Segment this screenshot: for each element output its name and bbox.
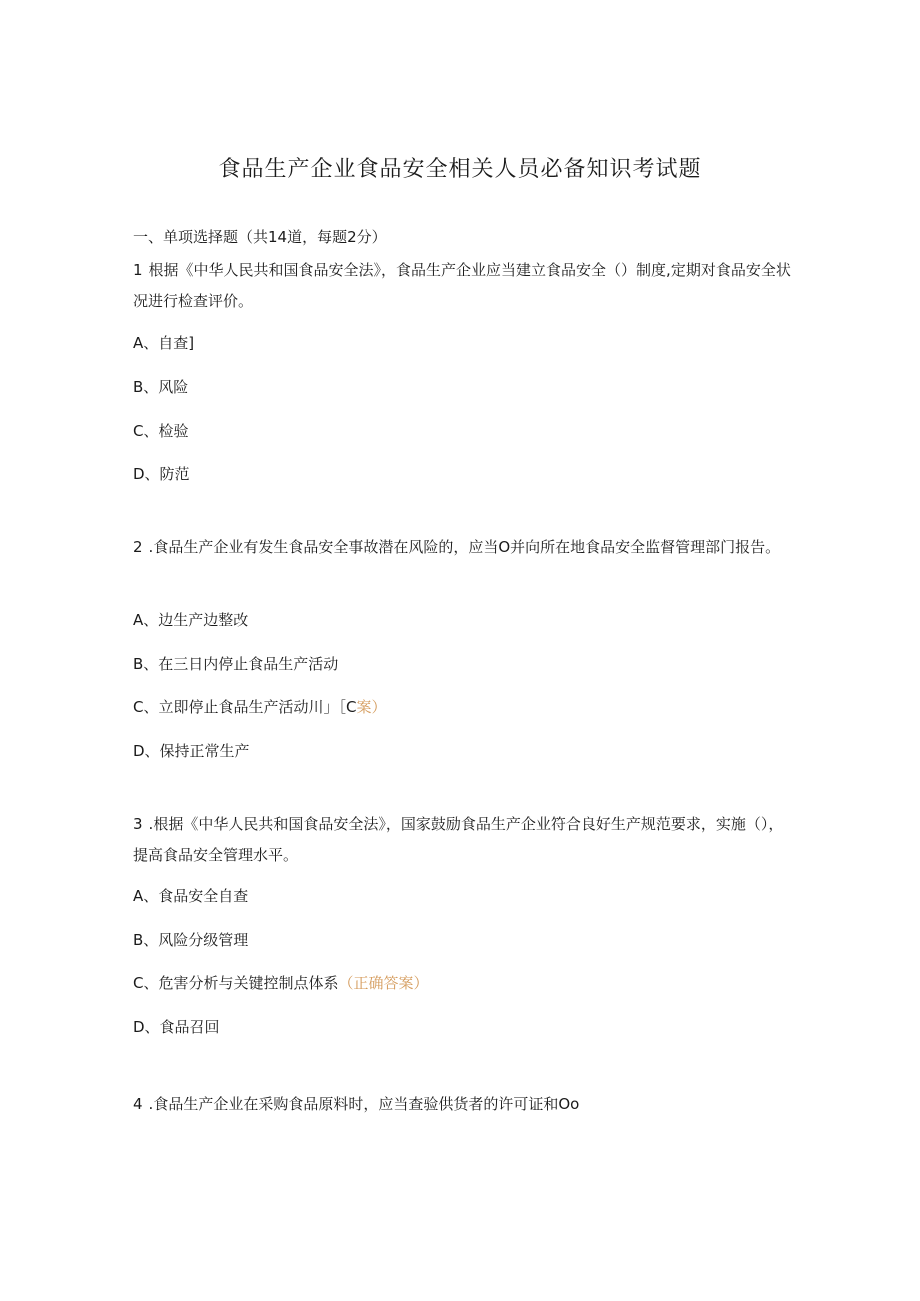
q3-option-b: B、风险分级管理 xyxy=(133,931,249,949)
question-text: .食品生产企业有发生食品安全事故潜在风险的，应当O并向所在地食品安全监督管理部门报告。 xyxy=(148,538,781,556)
q1-option-c: C、检验 xyxy=(133,422,189,440)
answer-mark: （正确答案） xyxy=(338,974,429,992)
q3-option-a: A、食品安全自查 xyxy=(133,887,249,905)
q2-option-d: D、保持正常生产 xyxy=(133,742,250,760)
q2-option-c xyxy=(133,697,386,717)
answer-mark: 案） xyxy=(356,698,387,716)
question-text: 根据《中华人民共和国食品安全法》，食品生产企业应当建立食品安全（）制度,定期对食品安全状况进行检查评价。 xyxy=(133,261,791,310)
q3-option-c xyxy=(133,973,429,993)
question-2 xyxy=(133,532,793,563)
answer-mark-prefix: C xyxy=(345,698,357,716)
section-heading: 一、单项选择题（共14道，每题2分） xyxy=(133,228,387,246)
question-number: 3 xyxy=(133,815,143,833)
question-1 xyxy=(133,255,793,317)
q1-option-d: D、防范 xyxy=(133,465,190,483)
page-title: 食品生产企业食品安全相关人员必备知识考试题 xyxy=(218,157,702,182)
q2-option-b: B、在三日内停止食品生产活动 xyxy=(133,655,339,673)
option-text: C、立即停止食品生产活动川」［ xyxy=(133,698,346,716)
question-number: 4 xyxy=(133,1095,143,1113)
question-number: 2 xyxy=(133,538,143,556)
question-4 xyxy=(133,1089,793,1120)
question-text: .食品生产企业在采购食品原料时，应当查验供货者的许可证和Oo xyxy=(148,1095,580,1113)
q2-option-a: A、边生产边整改 xyxy=(133,611,249,629)
question-number: 1 xyxy=(133,261,143,279)
q3-option-d: D、食品召回 xyxy=(133,1018,220,1036)
q1-option-b: B、风险 xyxy=(133,378,189,396)
question-text: .根据《中华人民共和国食品安全法》，国家鼓励食品生产企业符合良好生产规范要求，实施（），提高食品安全管理水平。 xyxy=(133,815,784,864)
question-3 xyxy=(133,809,793,871)
q1-option-a: A、自查] xyxy=(133,334,195,352)
option-text: C、危害分析与关键控制点体系 xyxy=(133,974,339,992)
